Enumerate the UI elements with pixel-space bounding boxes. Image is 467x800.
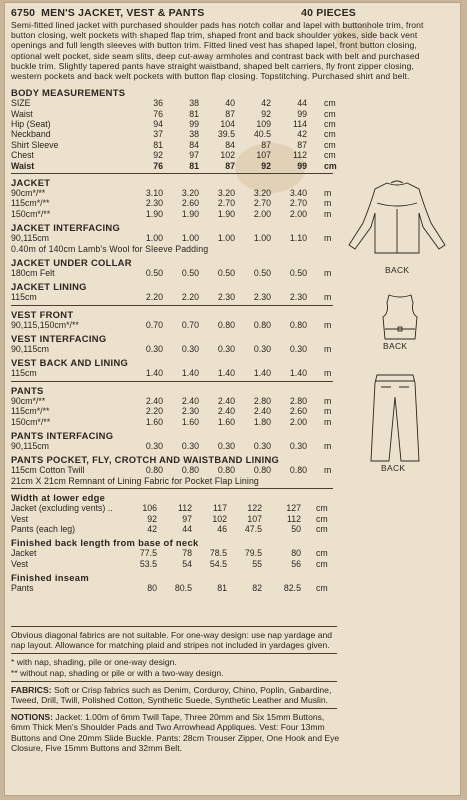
- divider: [11, 305, 333, 306]
- size-value: 37: [153, 129, 163, 140]
- size-value: 53.5: [139, 558, 157, 569]
- body-measurements-title: BODY MEASUREMENTS: [11, 87, 126, 99]
- size-value: 50: [291, 524, 301, 535]
- no-nap-note: ** without nap, shading or pile or with a two-way design.: [11, 667, 224, 678]
- size-value: 3.20: [217, 187, 235, 198]
- size-value: 2.70: [289, 198, 307, 209]
- unit: m: [324, 416, 332, 427]
- unit: cm: [316, 503, 328, 514]
- vest-back-sketch-icon: [375, 293, 425, 341]
- size-value: 0.80: [181, 465, 199, 476]
- size-value: 81: [153, 139, 163, 150]
- unit: m: [324, 267, 332, 278]
- unit: m: [324, 319, 332, 330]
- section-heading: VEST FRONT: [11, 308, 74, 320]
- row-label: 150cm*/**: [11, 416, 51, 427]
- table-row: [11, 503, 351, 513]
- size-value: 1.60: [217, 416, 235, 427]
- unit: m: [324, 465, 332, 476]
- size-value: 40.5: [253, 129, 271, 140]
- table-row: [11, 396, 351, 406]
- yardage-table: [11, 177, 351, 486]
- fabrics-label: FABRICS:: [11, 684, 52, 695]
- size-value: 3.20: [181, 187, 199, 198]
- size-value: 2.40: [253, 406, 271, 417]
- pattern-envelope-back: [4, 2, 461, 796]
- size-value: 112: [177, 503, 192, 514]
- vest-back-label: BACK: [383, 341, 408, 351]
- table-row: [11, 465, 351, 475]
- pieces-count: 40 PIECES: [301, 7, 356, 19]
- section-heading: JACKET INTERFACING: [11, 222, 121, 234]
- size-value: 0.80: [217, 319, 235, 330]
- pants-back-figure: [365, 373, 425, 473]
- unit: cm: [316, 548, 328, 559]
- size-value: 0.30: [145, 344, 163, 355]
- size-value: 80: [291, 548, 301, 559]
- table-row: [11, 161, 351, 171]
- size-value: 2.30: [217, 292, 235, 303]
- size-value: 2.20: [145, 406, 163, 417]
- size-value: 42: [147, 524, 157, 535]
- jacket-back-figure: [347, 173, 447, 275]
- unit: m: [324, 208, 332, 219]
- size-value: 2.20: [145, 292, 163, 303]
- size-value: 82: [252, 583, 262, 594]
- size-value: 84: [189, 139, 199, 150]
- size-value: 107: [256, 150, 271, 161]
- fabrics-note: [11, 685, 341, 705]
- row-label: 180cm Felt: [11, 267, 55, 278]
- size-value: 2.00: [253, 208, 271, 219]
- size-value: 56: [291, 558, 301, 569]
- size-value: 2.80: [289, 395, 307, 406]
- size-value: 0.30: [253, 441, 271, 452]
- size-value: 0.50: [289, 267, 307, 278]
- row-label: 150cm*/**: [11, 208, 51, 219]
- unit: m: [324, 406, 332, 417]
- size-value: 97: [189, 150, 199, 161]
- size-value: 92: [147, 513, 157, 524]
- row-label: Pants (each leg): [11, 524, 76, 535]
- header: [11, 7, 356, 19]
- size-value: 42: [261, 98, 271, 109]
- description: Semi-fitted lined jacket with purchased shoulder pads has notch collar and lapel with buttonhole trim, front button closing, welt pockets with shaped flap trim, shaped front and back shoulder yokes, side back vent openings and full length sleeves with button trim. Fitted lined vest has shaped lapel, front button closing, optional welt pocket, side seam slits, deep cut-away armholes and contrast back with belt and purchased buckle trim. Slightly tapered pants have straight waistband, shaped belt carriers, fly front zipper closing, western pockets and back welt pockets with button flap closing. Topstitching. Purchased shirt and belt.: [11, 20, 424, 82]
- unit: m: [324, 187, 332, 198]
- table-row: [11, 344, 351, 354]
- size-value: 114: [292, 119, 307, 129]
- size-value: 92: [261, 160, 271, 171]
- size-value: 2.80: [253, 395, 271, 406]
- size-value: 0.50: [145, 267, 163, 278]
- size-value: 99: [189, 119, 199, 129]
- size-value: 1.00: [145, 233, 163, 244]
- unit: cm: [316, 524, 328, 535]
- divider: [11, 173, 333, 174]
- size-value: 94: [153, 119, 163, 129]
- body-measurements-table: [11, 98, 351, 171]
- size-value: 1.00: [181, 233, 199, 244]
- size-value: 0.30: [289, 344, 307, 355]
- size-value: 1.90: [181, 208, 199, 219]
- note-line: 21cm X 21cm Remnant of Lining Fabric for Pocket Flap Lining: [11, 475, 259, 486]
- size-value: 2.30: [145, 198, 163, 209]
- size-value: 0.30: [181, 441, 199, 452]
- table-row: [11, 198, 351, 208]
- size-value: 77.5: [139, 548, 157, 559]
- size-value: 0.80: [145, 465, 163, 476]
- nap-note: * with nap, shading, pile or one-way design.: [11, 657, 177, 668]
- size-value: 78.5: [209, 548, 227, 559]
- size-value: 2.40: [145, 395, 163, 406]
- size-value: 0.30: [181, 344, 199, 355]
- row-label: Jacket (excluding vents) ..: [11, 503, 113, 514]
- note-line: 0.40m of 140cm Lamb's Wool for Sleeve Padding: [11, 243, 209, 254]
- table-row: [11, 417, 351, 427]
- section-heading: PANTS POCKET, FLY, CROTCH AND WAISTBAND LINING: [11, 454, 280, 466]
- size-value: 0.80: [253, 465, 271, 476]
- row-label: 115cm*/**: [11, 198, 50, 209]
- row-label: Jacket: [11, 548, 37, 559]
- size-value: 2.00: [289, 208, 307, 219]
- size-value: 1.40: [217, 368, 235, 379]
- diagonal-note: Obvious diagonal fabrics are not suitable. For one-way design: use nap yardage and nap layout. Allowance for matching plaid and stripes not included in yardages given.: [11, 630, 333, 651]
- table-row: [11, 548, 351, 558]
- row-label: Hip (Seat): [11, 119, 51, 129]
- notions-text: Jacket: 1.00m of 6mm Twill Tape, Three 20mm and Six 15mm Buttons, 6mm Thick Men's Shoulder Pads and Two Arrowhead Appliques. Vest: Four 13mm Buttons and One 20mm Slide Buckle. Pants: 28cm Trouser Zipper, One Hook and Eye Closure, Five 15mm Buttons and 32mm Belt.: [11, 712, 340, 753]
- size-value: 1.00: [217, 233, 235, 244]
- divider: [11, 708, 337, 709]
- table-row: [11, 150, 351, 160]
- section-heading: JACKET LINING: [11, 281, 87, 293]
- section-heading: Width at lower edge: [11, 492, 106, 504]
- size-value: 39.5: [217, 129, 235, 140]
- section-heading: VEST INTERFACING: [11, 333, 107, 345]
- size-value: 81: [189, 160, 199, 171]
- size-value: 99: [297, 108, 307, 119]
- table-row: [11, 140, 351, 150]
- size-value: 82.5: [283, 583, 301, 594]
- unit: cm: [324, 129, 336, 140]
- size-value: 80: [147, 583, 157, 594]
- size-value: 44: [182, 524, 192, 535]
- size-value: 81: [189, 108, 199, 119]
- table-row: [11, 559, 351, 569]
- size-value: 107: [247, 513, 262, 524]
- row-label: Shirt Sleeve: [11, 139, 59, 150]
- size-value: 80.5: [174, 583, 192, 594]
- size-value: 2.40: [217, 395, 235, 406]
- divider: [11, 381, 333, 382]
- unit: cm: [324, 160, 337, 171]
- size-value: 92: [261, 108, 271, 119]
- jacket-back-sketch-icon: [347, 173, 447, 263]
- size-value: 38: [189, 98, 199, 109]
- finished-measurements-table: [11, 492, 351, 593]
- row-label: 115cm: [11, 292, 37, 303]
- size-value: 2.40: [217, 406, 235, 417]
- size-value: 2.30: [289, 292, 307, 303]
- size-value: 78: [182, 548, 192, 559]
- size-value: 38: [189, 129, 199, 140]
- pattern-title: MEN'S JACKET, VEST & PANTS: [41, 7, 205, 19]
- section-heading: JACKET: [11, 176, 51, 188]
- size-value: 0.80: [253, 319, 271, 330]
- size-value: 87: [261, 139, 271, 150]
- table-row: [11, 233, 351, 243]
- row-label: 90,115cm: [11, 441, 49, 452]
- divider: [11, 681, 337, 682]
- size-value: 42: [297, 129, 307, 140]
- size-value: 3.40: [289, 187, 307, 198]
- size-value: 81: [217, 583, 227, 594]
- row-label: 115cm Cotton Twill: [11, 465, 85, 476]
- row-label: 90cm*/**: [11, 187, 46, 198]
- size-value: 0.30: [253, 344, 271, 355]
- size-value: 0.30: [217, 441, 235, 452]
- pattern-number: 6750: [11, 7, 36, 19]
- unit: cm: [316, 558, 328, 569]
- row-label: 90,115,150cm*/**: [11, 319, 79, 330]
- size-value: 2.60: [289, 406, 307, 417]
- size-value: 2.20: [181, 292, 199, 303]
- unit: cm: [316, 513, 328, 524]
- size-value: 102: [212, 513, 227, 524]
- size-value: 0.80: [289, 465, 307, 476]
- vest-back-figure: [375, 293, 425, 351]
- jacket-back-label: BACK: [385, 265, 410, 275]
- size-value: 0.70: [145, 319, 163, 330]
- size-value: 1.00: [253, 233, 271, 244]
- size-value: 84: [225, 139, 235, 150]
- table-row: [11, 119, 351, 129]
- section-heading: Finished inseam: [11, 572, 89, 584]
- unit: cm: [324, 119, 336, 129]
- table-row: [11, 188, 351, 198]
- size-value: 1.60: [181, 416, 199, 427]
- size-value: 46: [217, 524, 227, 535]
- size-value: 0.50: [217, 267, 235, 278]
- section-heading: JACKET UNDER COLLAR: [11, 256, 132, 268]
- pants-back-label: BACK: [381, 463, 406, 473]
- size-value: 0.70: [181, 319, 199, 330]
- size-value: 92: [153, 150, 163, 161]
- size-value: 99: [297, 160, 307, 171]
- size-value: 79.5: [244, 548, 262, 559]
- notes-section: [11, 623, 451, 753]
- size-value: 0.50: [181, 267, 199, 278]
- row-label: 115cm*/**: [11, 406, 50, 417]
- unit: m: [324, 292, 332, 303]
- row-label: SIZE: [11, 98, 31, 109]
- row-label: Vest: [11, 558, 29, 569]
- size-value: 0.80: [217, 465, 235, 476]
- table-row: [11, 406, 351, 416]
- size-value: 55: [252, 558, 262, 569]
- unit: m: [324, 441, 332, 452]
- size-value: 0.80: [289, 319, 307, 330]
- row-label: Neckband: [11, 129, 51, 140]
- size-value: 76: [153, 160, 163, 171]
- size-value: 1.90: [145, 208, 163, 219]
- row-label: 90cm*/**: [11, 395, 46, 406]
- size-value: 47.5: [244, 524, 262, 535]
- size-value: 1.90: [217, 208, 235, 219]
- section-heading: PANTS INTERFACING: [11, 430, 114, 442]
- section-heading: Finished back length from base of neck: [11, 537, 199, 549]
- row-label: Vest: [11, 513, 29, 524]
- size-value: 76: [153, 108, 163, 119]
- table-row: [11, 524, 351, 534]
- size-value: 1.80: [253, 416, 271, 427]
- size-value: 0.50: [253, 267, 271, 278]
- size-value: 3.20: [253, 187, 271, 198]
- size-value: 97: [182, 513, 192, 524]
- size-value: 127: [286, 503, 301, 514]
- size-value: 122: [247, 503, 262, 514]
- unit: m: [324, 368, 332, 379]
- notions-label: NOTIONS:: [11, 712, 54, 723]
- unit: cm: [324, 139, 336, 150]
- size-value: 1.40: [289, 368, 307, 379]
- table-row: [11, 209, 351, 219]
- unit: m: [324, 198, 332, 209]
- unit: cm: [324, 150, 336, 161]
- size-value: 1.60: [145, 416, 163, 427]
- unit: cm: [324, 98, 336, 109]
- size-value: 104: [220, 119, 235, 129]
- main-column: [11, 7, 424, 594]
- size-value: 54.5: [209, 558, 227, 569]
- size-value: 87: [297, 139, 307, 150]
- table-row: [11, 129, 351, 139]
- fabrics-text: Soft or Crisp fabrics such as Denim, Corduroy, Chino, Poplin, Gabardine, Tweed, Drill, Twill, Polished Cotton, Synthetic Suede, Synthetic Leather and Muslin.: [11, 684, 332, 706]
- row-label: 90,115cm: [11, 233, 49, 244]
- size-value: 106: [142, 503, 157, 514]
- size-value: 1.40: [145, 368, 163, 379]
- row-label: Chest: [11, 150, 34, 161]
- table-row: [11, 109, 351, 119]
- size-value: 2.60: [181, 198, 199, 209]
- size-value: 87: [225, 108, 235, 119]
- table-row: [11, 368, 351, 378]
- divider: [11, 653, 337, 654]
- size-value: 2.70: [217, 198, 235, 209]
- row-label: 115cm: [11, 368, 37, 379]
- size-value: 0.30: [145, 441, 163, 452]
- table-row: [11, 292, 351, 302]
- size-value: 102: [220, 150, 235, 161]
- row-label: Waist: [11, 108, 33, 119]
- unit: m: [324, 344, 332, 355]
- size-value: 2.40: [181, 395, 199, 406]
- unit: cm: [316, 583, 328, 594]
- size-value: 1.40: [181, 368, 199, 379]
- table-row: [11, 514, 351, 524]
- size-value: 36: [153, 98, 163, 109]
- size-value: 44: [297, 98, 307, 109]
- unit: m: [324, 233, 332, 244]
- size-value: 109: [256, 119, 271, 129]
- size-value: 117: [212, 503, 227, 514]
- row-label: Waist: [11, 160, 35, 171]
- size-value: 2.70: [253, 198, 271, 209]
- row-label: Pants: [11, 583, 34, 594]
- divider: [11, 488, 333, 489]
- section-heading: PANTS: [11, 384, 44, 396]
- size-value: 2.00: [289, 416, 307, 427]
- pants-back-sketch-icon: [365, 373, 425, 463]
- unit: m: [324, 395, 332, 406]
- size-value: 87: [225, 160, 235, 171]
- size-value: 40: [225, 98, 235, 109]
- table-row: [11, 441, 351, 451]
- divider: [11, 626, 337, 627]
- table-row: [11, 98, 351, 108]
- size-value: 54: [182, 558, 192, 569]
- row-label: 90,115cm: [11, 344, 49, 355]
- size-value: 2.30: [181, 406, 199, 417]
- size-value: 3.10: [145, 187, 163, 198]
- notions-note: [11, 712, 341, 753]
- table-row: [11, 583, 351, 593]
- size-value: 0.30: [217, 344, 235, 355]
- size-value: 2.30: [253, 292, 271, 303]
- table-row: [11, 320, 351, 330]
- size-value: 112: [286, 513, 301, 524]
- section-heading: VEST BACK AND LINING: [11, 357, 129, 369]
- size-value: 1.10: [289, 233, 307, 244]
- size-value: 112: [292, 150, 307, 161]
- unit: cm: [324, 108, 336, 119]
- size-value: 1.40: [253, 368, 271, 379]
- table-row: [11, 268, 351, 278]
- size-value: 0.30: [289, 441, 307, 452]
